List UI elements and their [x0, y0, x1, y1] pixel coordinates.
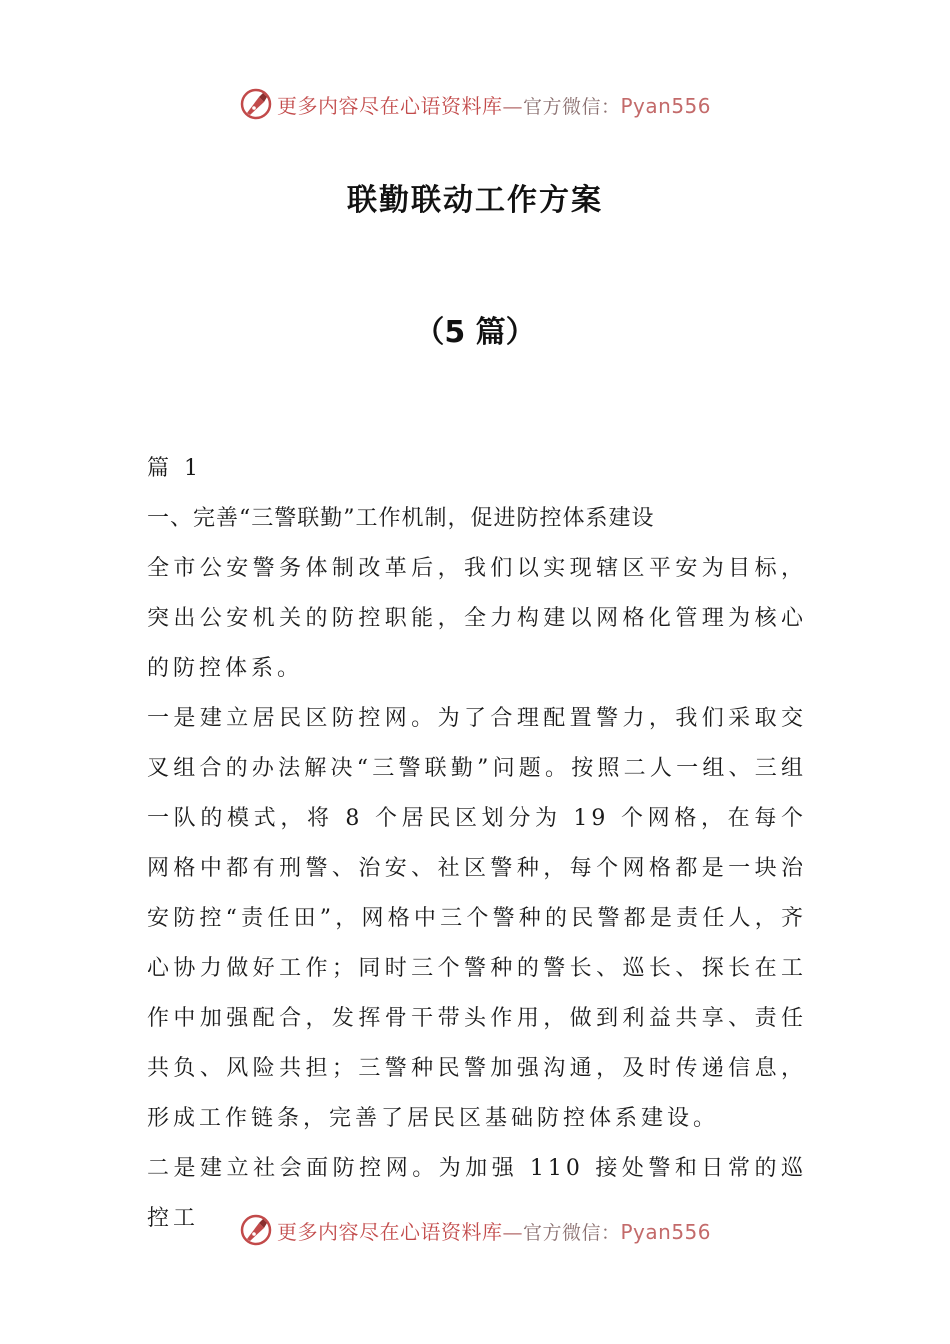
watermark-main: 更多内容尽在心语资料库 [276, 93, 503, 118]
pen-nib-logo-icon [239, 87, 273, 121]
pen-nib-logo-icon [239, 1213, 273, 1247]
watermark-header [0, 84, 950, 124]
watermark-main: 更多内容尽在心语资料库 [276, 1219, 503, 1244]
section-label: 篇 1 [147, 456, 202, 481]
watermark-separator: — [502, 1219, 523, 1244]
watermark-text [277, 1216, 711, 1245]
body-paragraph: 二是建立社会面防控网。为加强 110 接处警和日常的巡控工 [147, 1156, 807, 1231]
watermark-footer [0, 1210, 950, 1250]
body-paragraph: 全市公安警务体制改革后，我们以实现辖区平安为目标，突出公安机关的防控职能，全力构建以网格化管理为核心的防控体系。 [147, 556, 807, 681]
watermark-separator: — [502, 93, 523, 118]
watermark-wechat-id: Pyan556 [620, 93, 712, 118]
watermark-wechat-label: 官方微信： [522, 95, 621, 118]
body-paragraph: 一是建立居民区防控网。为了合理配置警力，我们采取交叉组合的办法解决“三警联勤”问题。按照二人一组、三组一队的模式，将 8 个居民区划分为 19 个网格，在每个网格中都有刑警、治安、社区警种，每个网格都是一块治安防控“责任田”，网格中三个警种的民警都是责任人，齐心协力做好工作；同时三个警种的警长、巡长、探长在工作中加强配合，发挥骨干带头作用，做到利益共享、责任共负、风险共担；三警种民警加强沟通，及时传递信息，形成工作链条，完善了居民区基础防控体系建设。 [147, 706, 807, 1131]
document-title: 联勤联动工作方案 [347, 183, 603, 218]
watermark-wechat-label: 官方微信： [522, 1221, 621, 1244]
document-subtitle: （5 篇） [414, 315, 536, 350]
watermark-text [277, 90, 711, 119]
document-body [147, 444, 807, 1244]
watermark-wechat-id: Pyan556 [620, 1219, 712, 1244]
section-heading: 一、完善“三警联勤”工作机制，促进防控体系建设 [147, 506, 655, 531]
